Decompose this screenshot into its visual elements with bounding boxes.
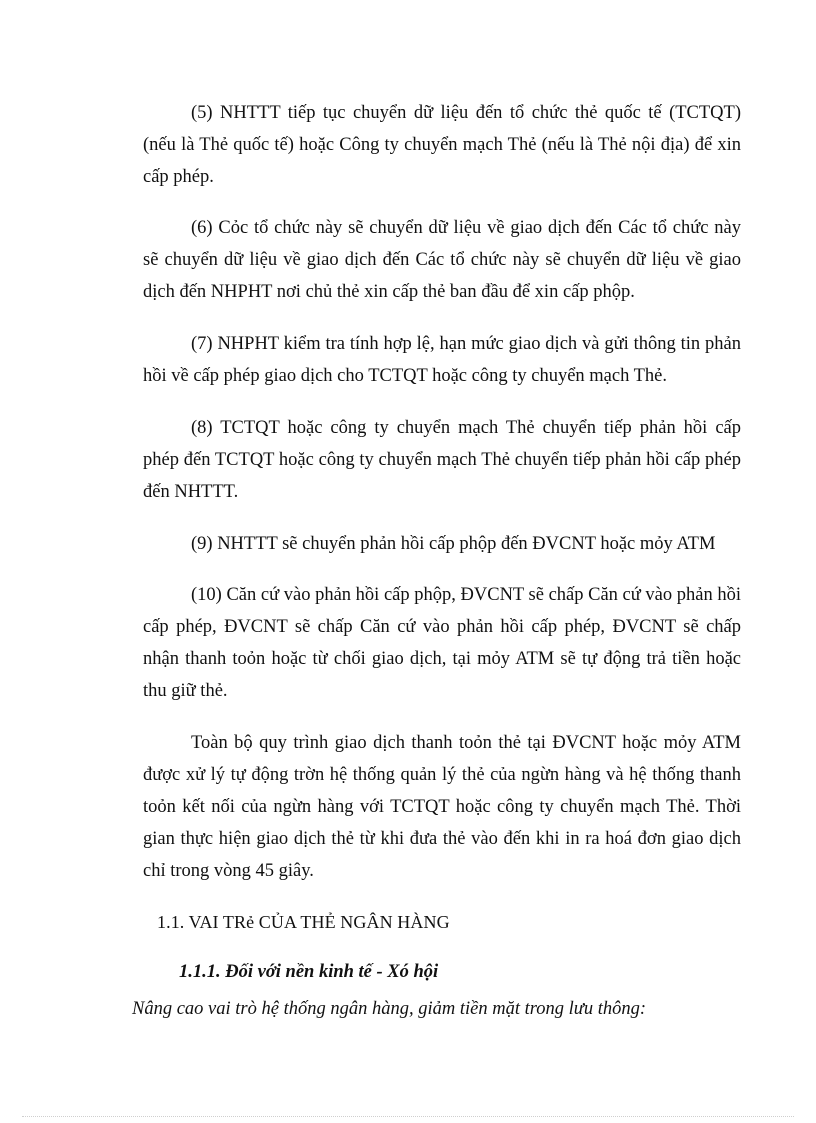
paragraph-summary: Toàn bộ quy trình giao dịch thanh toỏn thẻ tại ĐVCNT hoặc mỏy ATM được xử lý tự động trờn hệ thống quản lý thẻ của ngừn hàng và hệ thống thanh toỏn kết nối của ngừn hàng với TCTQT hoặc công ty chuyển mạch Thẻ. Thời gian thực hiện giao dịch thẻ từ khi đưa thẻ vào đến khi in ra hoá đơn giao dịch chỉ trong vòng 45 giây.	[143, 733, 741, 881]
paragraph-step-7: (7) NHPHT kiểm tra tính hợp lệ, hạn mức giao dịch và gửi thông tin phản hồi về cấp phép giao dịch cho TCTQT hoặc công ty chuyển mạch Thẻ.	[143, 334, 741, 386]
paragraph-step-10: (10) Căn cứ vào phản hồi cấp phộp, ĐVCNT sẽ chấp Căn cứ vào phản hồi cấp phép, ĐVCNT sẽ chấp Căn cứ vào phản hồi cấp phép, ĐVCNT sẽ chấp nhận thanh toỏn hoặc từ chối giao dịch, tại mỏy ATM sẽ tự động trả tiền hoặc thu giữ thẻ.	[143, 585, 741, 701]
paragraph-step-9: (9) NHTTT sẽ chuyển phản hồi cấp phộp đến ĐVCNT hoặc mỏy ATM	[191, 534, 716, 554]
section-heading: 1.1. VAI TRẻ CỦA THẺ NGÂN HÀNG	[157, 912, 450, 932]
paragraph-step-5: (5) NHTTT tiếp tục chuyển dữ liệu đến tổ chức thẻ quốc tế (TCTQT) (nếu là Thẻ quốc tế) hoặc Công ty chuyển mạch Thẻ (nếu là Thẻ nội địa) để xin cấp phép.	[143, 103, 741, 187]
paragraph-step-6: (6) Cỏc tổ chức này sẽ chuyển dữ liệu về giao dịch đến Các tổ chức này sẽ chuyển dữ liệu về giao dịch đến Các tổ chức này sẽ chuyển dữ liệu về giao dịch đến NHPHT nơi chủ thẻ xin cấp thẻ ban đầu để xin cấp phộp.	[143, 218, 741, 302]
page-bottom-divider	[22, 1116, 794, 1117]
subsection-heading: 1.1.1. Đối với nền kinh tế - Xó hội	[179, 962, 439, 982]
lead-italic-text: Nâng cao vai trò hệ thống ngân hàng, giảm tiền mặt trong lưu thông:	[132, 999, 647, 1019]
paragraph-step-8: (8) TCTQT hoặc công ty chuyển mạch Thẻ chuyển tiếp phản hồi cấp phép đến TCTQT hoặc công ty chuyển mạch Thẻ chuyển tiếp phản hồi cấp phép đến NHTTT.	[143, 418, 741, 502]
